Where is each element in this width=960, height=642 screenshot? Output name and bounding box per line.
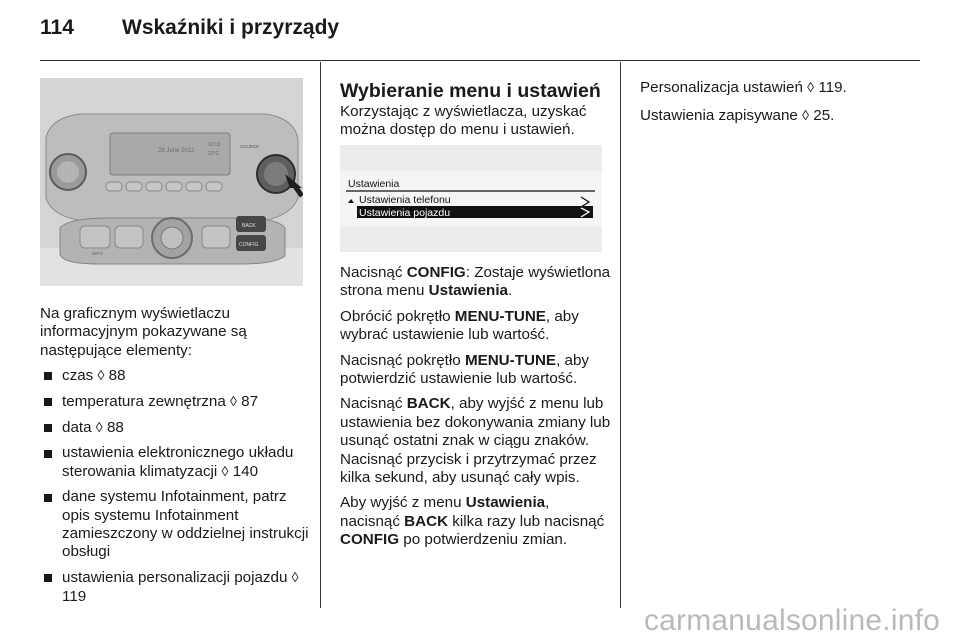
column-divider-1 — [320, 62, 321, 608]
intro-paragraph: Korzystając z wyświetlacza, uzyskać można dostęp do menu i ustawień. — [340, 103, 587, 139]
screen-item-vehicle: Ustawienia pojazdu — [359, 207, 451, 219]
column-2 — [340, 80, 608, 147]
page-number: 114 — [40, 16, 74, 39]
display-date: 28 June 2012 — [158, 148, 195, 154]
column-2-instructions — [340, 264, 612, 557]
display-elements-list — [40, 366, 312, 606]
config-paragraph: Nacisnąć CONFIG: Zostaje wyświetlona strona menu Ustawienia. — [340, 264, 611, 300]
ref-icon: ◊ — [291, 569, 299, 586]
header-rule — [40, 60, 920, 61]
intro-text: Na graficznym wyświetlaczu informacyjnym pokazywane są następujące elementy: — [40, 305, 247, 359]
ref-icon: ◊ — [802, 107, 810, 124]
list-item: czas ◊ 88 — [40, 366, 312, 385]
watermark: carmanualsonline.info — [643, 604, 940, 637]
display-time: 12:00 — [208, 142, 221, 148]
column-1 — [40, 305, 312, 613]
config-key-label: CONFIG — [239, 242, 259, 248]
list-item: ustawienia elektronicznego układu sterowania klimatyzacji ◊ 140 — [40, 444, 312, 482]
ref-icon: ◊ — [97, 367, 105, 384]
list-item: data ◊ 88 — [40, 418, 312, 437]
column-3 — [640, 78, 925, 133]
settings-screen-image — [340, 145, 602, 252]
screen-title: Ustawienia — [348, 178, 400, 190]
ref-icon: ◊ — [807, 79, 815, 95]
personalization-ref: Personalizacja ustawień ◊ 119. — [640, 79, 847, 96]
ref-icon: ◊ — [95, 419, 103, 436]
press-knob-paragraph: Nacisnąć pokrętło MENU-TUNE, aby potwierdzić ustawienie lub wartość. — [340, 351, 589, 388]
turn-knob-paragraph: Obrócić pokrętło MENU-TUNE, aby wybrać ustawienie lub wartość. — [340, 307, 579, 344]
exit-menu-paragraph: Aby wyjść z menu Ustawienia, nacisnąć BACK kilka razy lub nacisnąć CONFIG po potwierdzeniu zmian. — [340, 494, 605, 549]
section-heading: Wybieranie menu i ustawień — [340, 80, 601, 102]
page-title: Wskaźniki i przyrządy — [122, 16, 340, 39]
ref-icon: ◊ — [230, 393, 237, 410]
source-label: SOURCE — [240, 144, 260, 149]
back-paragraph: Nacisnąć BACK, aby wyjść z menu lub ustawienia bez dokonywania zmiany lub usunąć ostatni znak w ciągu znaków. Nacisnąć przycisk i przytrzymać przez kilka sekund, aby usunąć cały wpis. — [340, 395, 611, 487]
display-temp: 22°C — [208, 151, 220, 157]
list-item: dane systemu Infotainment, patrz opis systemu Infotainment zamieszczony w oddzielnej instrukcji obsługi — [40, 488, 312, 562]
saved-settings-ref: Ustawienia zapisywane ◊ 25. — [640, 107, 835, 125]
control-panel-photo — [40, 78, 303, 286]
page-header — [40, 16, 339, 40]
screen-item-phone: Ustawienia telefonu — [359, 194, 451, 206]
column-divider-2 — [620, 62, 621, 608]
info-key-label: INFO — [92, 251, 103, 256]
back-key-label: BACK — [242, 223, 256, 229]
ref-icon: ◊ — [221, 463, 229, 480]
list-item: temperatura zewnętrzna ◊ 87 — [40, 392, 312, 411]
list-item: ustawienia personalizacji pojazdu ◊ 119 — [40, 568, 312, 606]
